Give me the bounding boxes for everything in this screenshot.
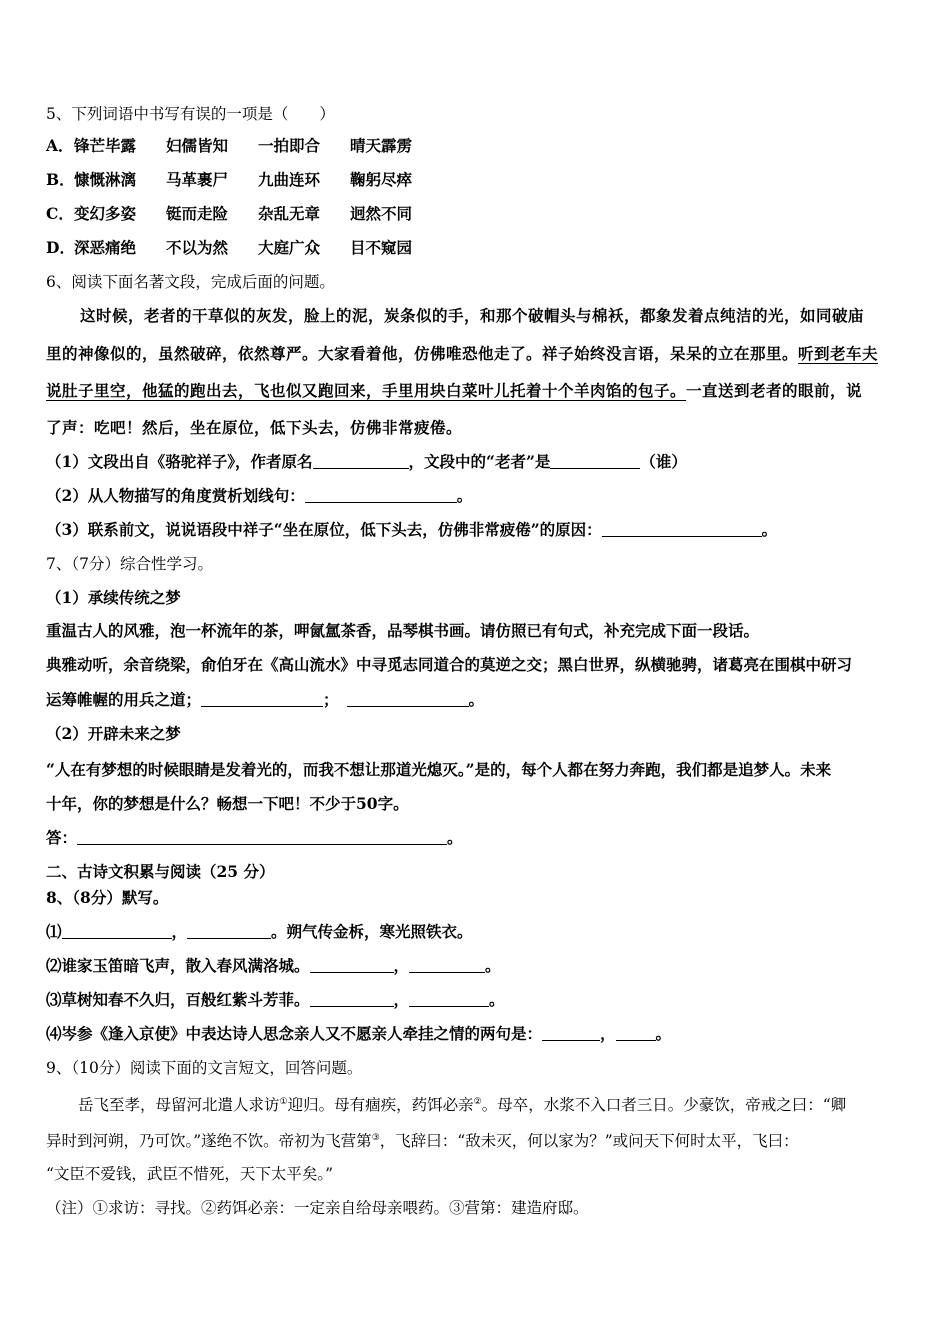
question-text: 。	[489, 990, 505, 1009]
passage-text: 异时到河朔，乃可饮。”遂绝不饮。帝初为飞营第	[46, 1132, 372, 1151]
question-text: 。朔气传金柝，寒光照铁衣。	[271, 922, 473, 941]
question-text: 。	[655, 1024, 672, 1043]
q9-passage-line	[46, 1128, 799, 1151]
underlined-sentence: 说肚子里空，他猛的跑出去，飞也似又跑回来，手里用块白菜叶儿托着十个羊肉馅的包子。	[46, 381, 687, 400]
q7-sub2-title: （2）开辟未来之梦	[46, 724, 181, 743]
answer-blank[interactable]	[305, 487, 457, 503]
question-text: （3）联系前文，说说语段中祥子“坐在原位，低下头去，仿佛非常疲倦”的原因：	[46, 520, 602, 539]
option-word: 杂乱无章	[258, 204, 321, 223]
question-text: ⑶草树知春不久归，百般红紫斗芳菲。	[46, 990, 310, 1009]
option-word: 不以为然	[166, 238, 229, 257]
question-text: 运筹帷幄的用兵之道；	[46, 690, 202, 709]
answer-blank[interactable]	[542, 1025, 600, 1041]
answer-blank[interactable]	[409, 991, 489, 1007]
q6-sub3	[46, 520, 777, 540]
option-label: B．	[46, 170, 75, 189]
footnote-marker: ③	[371, 1133, 380, 1143]
passage-text: 一直送到老者的眼前，说	[686, 381, 863, 400]
option-word: 九曲连环	[258, 170, 321, 189]
q6-sub2	[46, 486, 472, 506]
q6-sub1	[46, 452, 687, 472]
q7-sub2-line: 十年，你的梦想是什么？畅想一下吧！不少于50字。	[46, 794, 409, 813]
footnote-marker: ②	[473, 1097, 482, 1107]
passage-text: 岳飞至孝，母留河北遣人求访	[78, 1096, 280, 1115]
q8-stem: 8、（8分）默写。	[46, 888, 169, 907]
answer-blank[interactable]	[310, 991, 394, 1007]
q9-passage-line: “文臣不爱钱，武臣不惜死，天下太平矣。”	[46, 1165, 334, 1183]
answer-blank[interactable]	[313, 453, 409, 469]
question-text: ，	[600, 1024, 616, 1043]
passage-text: 迎归。母有痼疾，药饵必亲	[287, 1096, 474, 1115]
option-word: 目不窥园	[350, 238, 413, 257]
question-text: ，文段中的“老者”是	[408, 452, 551, 471]
q6-stem: 6、阅读下面名著文段，完成后面的问题。	[46, 273, 335, 291]
q7-answer	[46, 828, 463, 848]
question-text: ⑵谁家玉笛暗飞声，散入春风满洛城。	[46, 956, 310, 975]
option-word: 马革裹尸	[166, 170, 229, 189]
question-text: 。	[456, 486, 473, 505]
answer-blank[interactable]	[409, 957, 485, 973]
question-text: ，	[393, 990, 410, 1009]
q8-line-3	[46, 990, 505, 1010]
answer-blank[interactable]	[77, 829, 447, 845]
option-word: 迥然不同	[350, 204, 413, 223]
answer-blank[interactable]	[201, 691, 323, 707]
q7-stem: 7、（7分）综合性学习。	[46, 555, 213, 573]
q7-sub1-title: （1）承续传统之梦	[46, 588, 181, 607]
underlined-sentence: 听到老车夫	[798, 344, 879, 363]
option-word: 晴天霹雳	[350, 136, 413, 155]
question-text: 。	[468, 690, 485, 709]
answer-blank[interactable]	[310, 957, 394, 973]
q9-note: （注）①求访：寻找。②药饵必亲：一定亲自给母亲喂药。③营第：建造府邸。	[46, 1199, 589, 1217]
option-word: 变幻多姿	[74, 204, 137, 223]
option-word: 大庭广众	[258, 238, 321, 257]
q6-passage-line: 这时候，老者的干草似的灰发，脸上的泥，炭条似的手，和那个破帽头与棉袄，都象发着点纯洁的光，如同破庙	[80, 306, 865, 325]
question-text: （2）从人物描写的角度赏析划线句：	[46, 486, 305, 505]
q7-sub1-line: 典雅动听，余音绕梁，俞伯牙在《高山流水》中寻觅志同道合的莫逆之交；黑白世界，纵横驰骋，诸葛亮在围棋中研习	[46, 655, 853, 674]
footnote-marker: ①	[279, 1097, 288, 1107]
q7-sub1-intro: 重温古人的风雅，泡一杯流年的茶，呷氤氲茶香，品琴棋书画。请仿照已有句式，补充完成下面一段话。	[46, 621, 760, 640]
q6-passage-line	[46, 381, 862, 401]
q6-passage-line	[46, 344, 878, 364]
question-text: 。	[447, 828, 463, 847]
question-text: （1）文段出自《骆驼祥子》，作者原名	[46, 452, 313, 471]
option-label: A．	[46, 136, 74, 155]
answer-blank[interactable]	[616, 1025, 656, 1041]
option-word: 锋芒毕露	[74, 136, 137, 155]
option-label: D．	[46, 238, 75, 257]
q8-line-1	[46, 922, 473, 942]
question-text: ，	[171, 922, 188, 941]
option-word: 一拍即合	[258, 136, 321, 155]
answer-blank[interactable]	[347, 691, 469, 707]
answer-blank[interactable]	[62, 923, 172, 939]
answer-blank[interactable]	[602, 521, 762, 537]
question-text: 。	[761, 520, 778, 539]
q7-sub2-line: “人在有梦想的时候眼睛是发着光的，而我不想让那道光熄灭。”是的，每个人都在努力奔跑，我们都是追梦人。未来	[46, 760, 832, 779]
option-word: 慷慨淋漓	[74, 170, 137, 189]
q6-passage-line: 了声：吃吧！然后，坐在原位，低下头去，仿佛非常疲倦。	[46, 418, 463, 437]
q5-option-d[interactable]	[46, 238, 442, 258]
q8-line-4	[46, 1024, 671, 1044]
q5-option-c[interactable]	[46, 204, 442, 224]
question-text: ，	[393, 956, 410, 975]
question-text: 答：	[46, 828, 78, 847]
q5-option-b[interactable]	[46, 170, 442, 190]
passage-text: 。母卒，水浆不入口者三日。少豪饮，帝戒之曰：“卿	[481, 1096, 847, 1115]
q8-line-2	[46, 956, 501, 976]
q9-passage-line	[78, 1092, 846, 1115]
q7-sub1-line	[46, 690, 484, 710]
q5-option-a[interactable]	[46, 136, 442, 156]
q5-stem: 5、下列词语中书写有误的一项是（ ）	[46, 105, 335, 123]
option-word: 铤而走险	[166, 204, 229, 223]
question-text: ⑴	[46, 922, 62, 941]
option-label: C．	[46, 204, 74, 223]
question-text: 。	[485, 956, 501, 975]
passage-text: 里的神像似的，虽然破碎，依然尊严。大家看着他，仿佛唯恐他走了。祥子始终没言语，呆呆的立在那里。	[46, 344, 799, 363]
section-heading: 二、古诗文积累与阅读（25 分）	[46, 862, 275, 881]
passage-text: ，飞辞曰：“敌未灭，何以家为？”或问天下何时太平，飞曰：	[379, 1132, 799, 1151]
question-text: （谁）	[640, 452, 687, 471]
q9-stem: 9、（10分）阅读下面的文言短文，回答问题。	[46, 1059, 363, 1077]
option-word: 妇儒皆知	[166, 136, 229, 155]
option-word: 深恶痛绝	[74, 238, 137, 257]
answer-blank[interactable]	[550, 453, 640, 469]
question-text: ⑷岑参《逢入京使》中表达诗人思念亲人又不愿亲人牵挂之情的两句是：	[46, 1024, 543, 1043]
question-text: ；	[323, 690, 339, 709]
answer-blank[interactable]	[187, 923, 271, 939]
option-word: 鞠躬尽瘁	[350, 170, 413, 189]
